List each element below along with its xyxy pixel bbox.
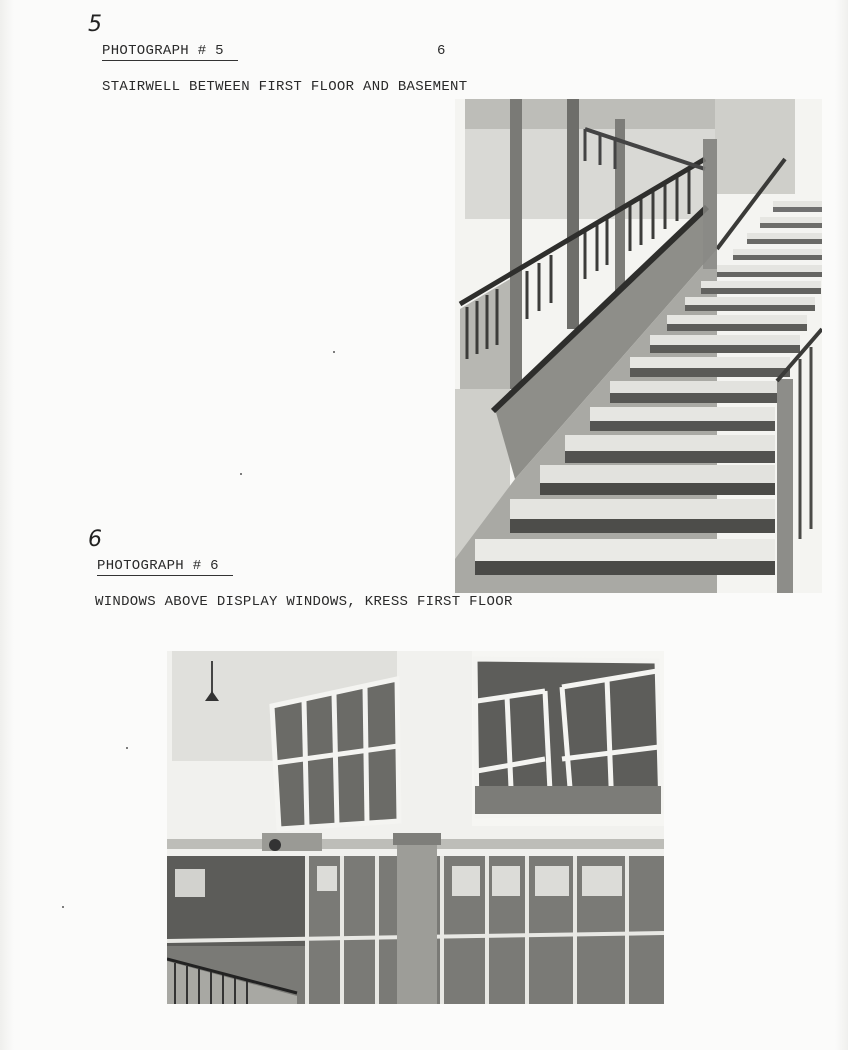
photo6-caption: WINDOWS ABOVE DISPLAY WINDOWS, KRESS FIRST FLOOR	[95, 594, 513, 610]
scan-speck	[62, 906, 64, 908]
handwritten-photo-number-5: 5	[88, 12, 102, 37]
scan-speck	[126, 747, 128, 749]
windows-photo	[167, 651, 664, 1004]
scan-speck	[240, 473, 242, 475]
stairwell-photo	[455, 99, 822, 593]
scan-speck	[333, 351, 335, 353]
windows-drawing	[167, 651, 664, 1004]
handwritten-photo-number-6: 6	[88, 527, 102, 552]
photo5-label: PHOTOGRAPH # 5	[102, 43, 238, 61]
page-number: 6	[437, 43, 446, 59]
photo6-label: PHOTOGRAPH # 6	[97, 558, 233, 576]
stairwell-drawing	[455, 99, 822, 593]
photo5-caption: STAIRWELL BETWEEN FIRST FLOOR AND BASEMENT	[102, 79, 468, 95]
